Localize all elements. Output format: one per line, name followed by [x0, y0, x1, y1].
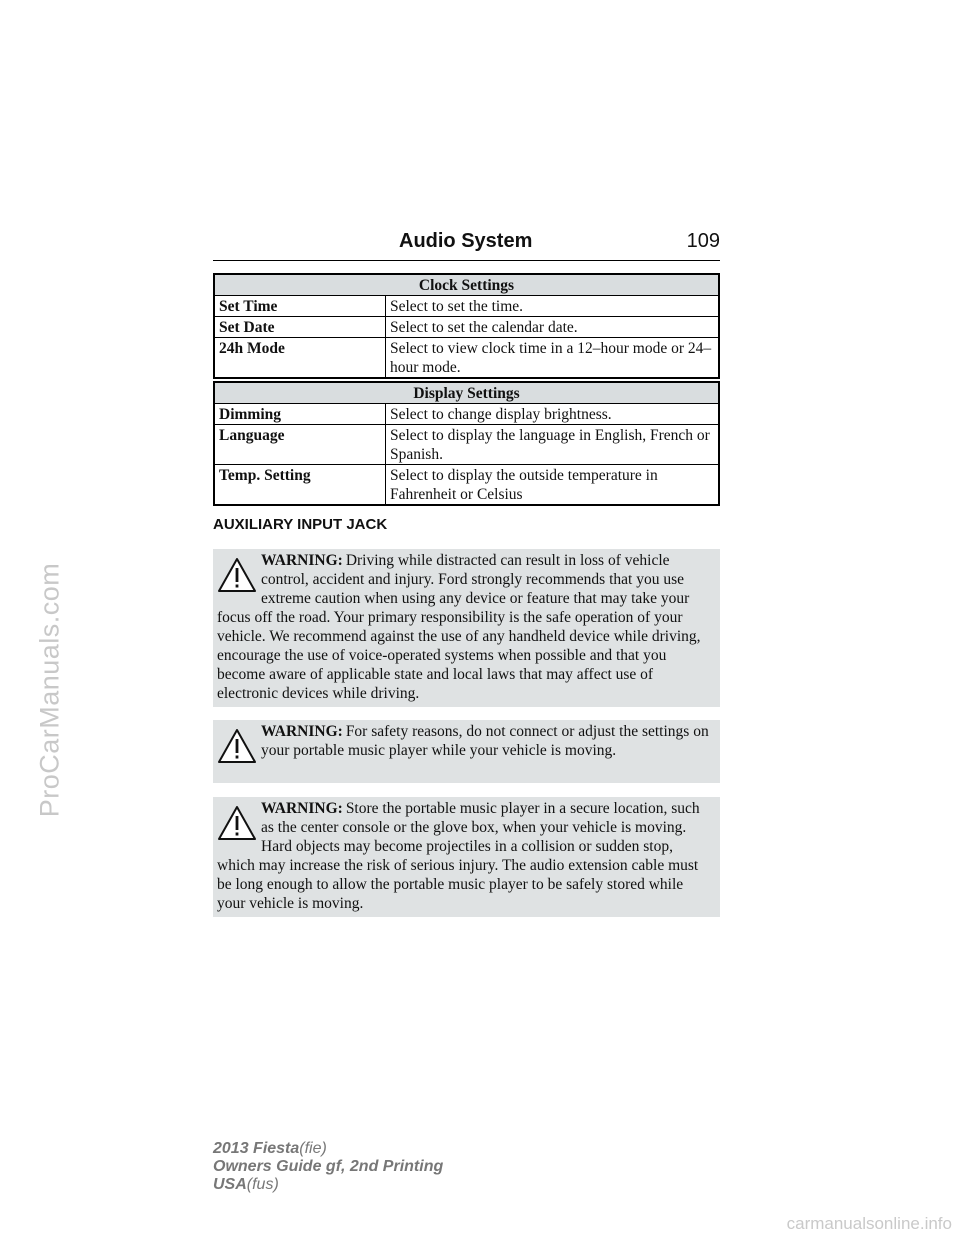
warning-triangle-icon [217, 805, 257, 841]
footer-market: USA [213, 1176, 247, 1193]
setting-name: Set Date [214, 317, 386, 338]
display-settings-table [213, 381, 720, 506]
table-row [214, 404, 719, 425]
warning-text: Driving while distracted can result in loss of vehicle control, accident and injury. Ford strongly recommends that you use extreme caution when using any device or feature that may take your focus off the road. Your primary responsibility is the safe operation of your vehicle. We recommend against the use of any handheld device while driving, encourage the use of voice-operated systems when possible and that you become aware of applicable state and local laws that may affect use of electronic devices while driving. [217, 552, 701, 702]
setting-description: Select to set the calendar date. [386, 317, 720, 338]
warning-box [213, 720, 720, 783]
footer-market-code: (fus) [246, 1176, 279, 1193]
warning-label: WARNING: [261, 552, 343, 569]
warning-box [213, 549, 720, 707]
page-number: 109 [686, 230, 720, 252]
setting-description: Select to display the outside temperature in Fahrenheit or Celsius [386, 465, 720, 506]
site-watermark: carmanualsonline.info [786, 1214, 952, 1233]
table-row [214, 465, 719, 506]
setting-description: Select to display the language in English, French or Spanish. [386, 425, 720, 465]
setting-description: Select to view clock time in a 12–hour mode or 24–hour mode. [386, 338, 720, 379]
setting-name: Set Time [214, 296, 386, 317]
table-row [214, 338, 719, 379]
side-watermark: ProCarManuals.com [34, 562, 65, 818]
warning-text: For safety reasons, do not connect or adjust the settings on your portable music player while your vehicle is moving. [261, 723, 709, 759]
footer-model: 2013 Fiesta [213, 1140, 300, 1157]
setting-name: Temp. Setting [214, 465, 386, 506]
table-row [214, 425, 719, 465]
warning-box [213, 797, 720, 917]
setting-name: 24h Mode [214, 338, 386, 379]
document-footer [213, 1140, 443, 1194]
warning-triangle-icon [217, 728, 257, 764]
warning-text: Store the portable music player in a secure location, such as the center console or the glove box, when your vehicle is moving. Hard objects may become projectiles in a collision or sudden stop, which may increase the risk of serious injury. The audio extension cable must be long enough to allow the portable music player to be safely stored while your vehicle is moving. [217, 800, 700, 912]
clock-settings-title: Clock Settings [214, 274, 719, 296]
warning-label: WARNING: [261, 723, 343, 740]
section-heading: AUXILIARY INPUT JACK [213, 516, 388, 533]
footer-guide: Owners Guide gf, 2nd Printing [213, 1158, 444, 1175]
setting-description: Select to set the time. [386, 296, 720, 317]
setting-name: Dimming [214, 404, 386, 425]
setting-description: Select to change display brightness. [386, 404, 720, 425]
setting-name: Language [214, 425, 386, 465]
warning-triangle-icon [217, 557, 257, 593]
warning-label: WARNING: [261, 800, 343, 817]
display-settings-title: Display Settings [214, 382, 719, 404]
footer-model-code: (fie) [299, 1140, 327, 1157]
page-header [213, 230, 720, 261]
page-title: Audio System [399, 230, 533, 252]
clock-settings-table [213, 273, 720, 379]
table-row [214, 317, 719, 338]
table-row [214, 296, 719, 317]
